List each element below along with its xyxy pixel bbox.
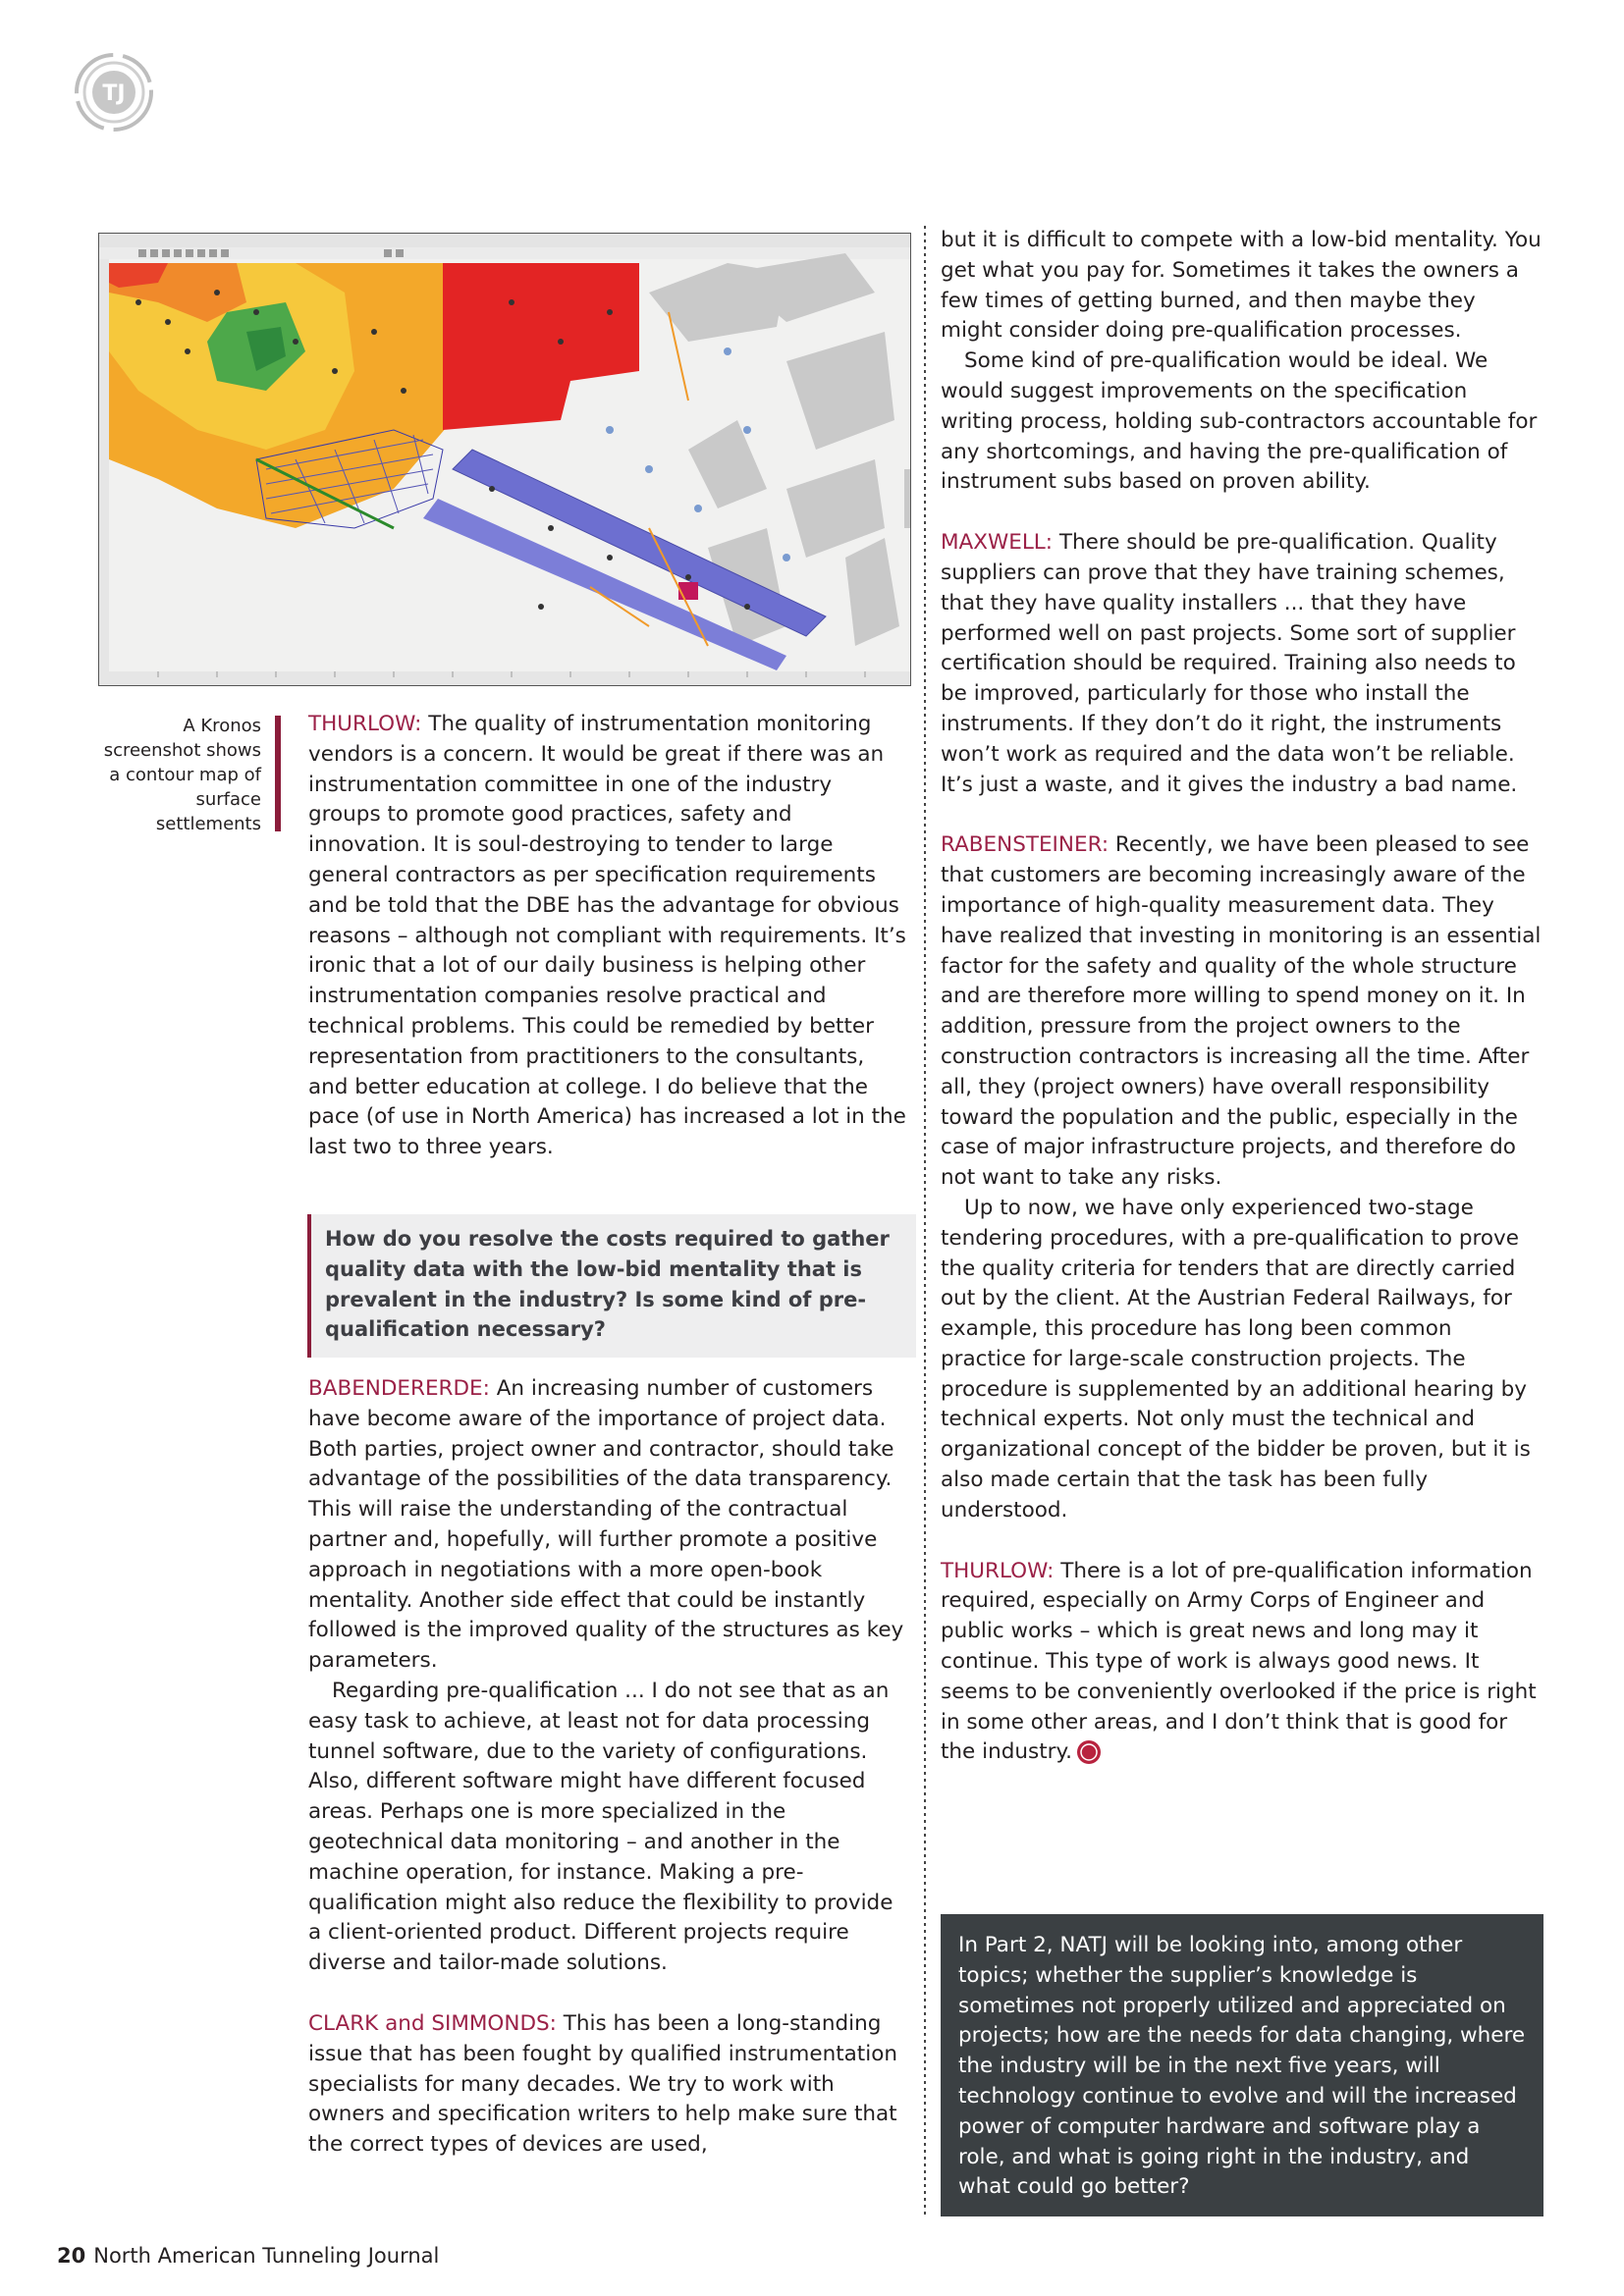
kronos-screenshot bbox=[98, 233, 911, 686]
paragraph-text: Recently, we have been pleased to see that customers are becoming increasingly aware of the importance of high-quality measurement data. They have realized that investing in monitoring is an essential factor for the safety and quality of the whole structure and are therefore more willing to spend money on it. In addition, pressure from the project owners to the construction contractors is increasing all the time. After all, they (project owners) have overall responsibility toward the population and the public, especially in the case of major infrastructure projects, and therefore do not want to take any risks. bbox=[941, 832, 1542, 1191]
paragraph-prequalification: Regarding pre-qualification ... I do not see that as an easy task to achieve, at least not for data processing tunnel software, due to the variety of configurations. Also, different software might have different focused areas. Perhaps one is more specialized in the geotechnical data monitoring – and another in the machine operation, for instance. Making a pre-qualification might also reduce the flexibility to provide a client-oriented product. Different projects require diverse and tailor-made solutions. bbox=[308, 1678, 893, 1976]
preview-text: In Part 2, NATJ will be looking into, among other topics; whether the supplier’s knowledge is sometimes not properly utilized and appreciated on projects; how are the needs for data changing, where the industry will be in the next five years, will technology continue to evolve and will the increased power of computer hardware and software play a role, and what is going right in the industry, and what could go better? bbox=[958, 1933, 1526, 2200]
paragraph-text: An increasing number of customers have become aware of the importance of project data. Both parties, project owner and contractor, should take advantage of the possibilities of the data transparency. This will raise the understanding of the contractual partner and, hopefully, will further promote a positive approach in negotiations with a more open-book mentality. Another side effect that could be instantly followed is the improved quality of the structures as key parameters. bbox=[308, 1376, 904, 1674]
paragraph-text: This has been a long-standing issue that has been fought by qualified instrumentation specialists for many decades. We try to work with owners and specification writers to help make sure that the correct types of devices are used, bbox=[308, 2010, 897, 2158]
paragraph-thurlow-1 bbox=[308, 710, 909, 1163]
speaker-label: BABENDERERDE: bbox=[308, 1376, 490, 1401]
contour-map-image bbox=[99, 234, 910, 685]
paragraph-rabensteiner bbox=[941, 830, 1543, 1194]
paragraph-thurlow-2 bbox=[941, 1557, 1543, 1769]
question-text: How do you resolve the costs required to gather quality data with the low-bid mentality that is prevalent in the industry? Is some kind of pre-qualification necessary? bbox=[325, 1227, 890, 1342]
paragraph-two-stage: Up to now, we have only experienced two-stage tendering procedures, with a pre-qualification to prove the quality criteria for tenders that are directly carried out by the client. At the Austrian Federal Railways, for example, this procedure has long been common practice for large-scale construction projects. The procedure is supplemented by an additional hearing by technical experts. Not only must the technical and organizational concept of the bidder be proven, but it is also made certain that the task has been fully understood. bbox=[941, 1195, 1531, 1522]
paragraph-maxwell bbox=[941, 528, 1543, 800]
column-divider bbox=[924, 226, 926, 2218]
paragraph-continued: but it is difficult to compete with a low-bid mentality. You get what you pay for. Sometimes it takes the owners a few times of getting burned, and then maybe they might consider doing pre-qualification processes. bbox=[941, 228, 1542, 344]
end-mark-icon bbox=[1076, 1739, 1102, 1765]
journal-name: North American Tunneling Journal bbox=[93, 2244, 440, 2268]
question-box bbox=[307, 1214, 916, 1358]
speaker-label: CLARK and SIMMONDS: bbox=[308, 2010, 557, 2036]
paragraph-text: There is a lot of pre-qualification information required, especially on Army Corps of Engineer and public works – which is great news and long may it continue. This type of work is always good news. It seems to be conveniently overlooked if the price is right in some other areas, and I don’t think that is good for the industry. bbox=[941, 1558, 1537, 1765]
speaker-label: THURLOW: bbox=[308, 712, 422, 736]
page-footer bbox=[57, 2244, 439, 2268]
speaker-label: RABENSTEINER: bbox=[941, 832, 1110, 858]
speaker-label: THURLOW: bbox=[941, 1558, 1055, 1583]
left-column bbox=[308, 710, 909, 1163]
paragraph-text: There should be pre-qualification. Quality suppliers can prove that they have training schemes, that they have quality installers ... that they have performed well on past projects. Some sort of supplier certification should be required. Training also needs to be improved, particularly for those who install the instruments. If they don’t do it right, the instruments won’t work as required and the data won’t be reliable. It’s just a waste, and it gives the industry a bad name. bbox=[941, 530, 1518, 797]
journal-logo-icon bbox=[73, 51, 155, 133]
caption-accent-bar bbox=[275, 716, 281, 831]
figure-caption: A Kronos screenshot shows a contour map of surface settlements bbox=[103, 716, 261, 834]
paragraph-text: The quality of instrumentation monitoring vendors is a concern. It would be great if there was an instrumentation committee in one of the industry groups to promote good practices, safety and innovation. It is soul-destroying to tender to large general contractors as per specification requirements and be told that the DBE has the advantage for obvious reasons – although not compliant with requirements. It’s ironic that a lot of our daily business is helping other instrumentation companies resolve practical and technical problems. This could be remedied by better representation from practitioners to the consultants, and better education at college. I do believe that the pace (of use in North America) has increased a lot in the last two to three years. bbox=[308, 712, 906, 1160]
speaker-label: MAXWELL: bbox=[941, 530, 1054, 556]
paragraph-prequal-ideal: Some kind of pre-qualification would be ideal. We would suggest improvements on the specification writing process, holding sub-contractors accountable for any shortcomings, and having the pre-qualification of instrument subs based on proven ability. bbox=[941, 348, 1538, 495]
paragraph-clark-simmonds bbox=[308, 2009, 909, 2161]
page-number: 20 bbox=[57, 2244, 86, 2268]
left-column-lower bbox=[308, 1374, 909, 2161]
paragraph-babendererde bbox=[308, 1374, 909, 1677]
part2-preview-box bbox=[941, 1914, 1543, 2216]
svg-text:TJ: TJ bbox=[102, 81, 126, 106]
right-column bbox=[941, 226, 1543, 1768]
